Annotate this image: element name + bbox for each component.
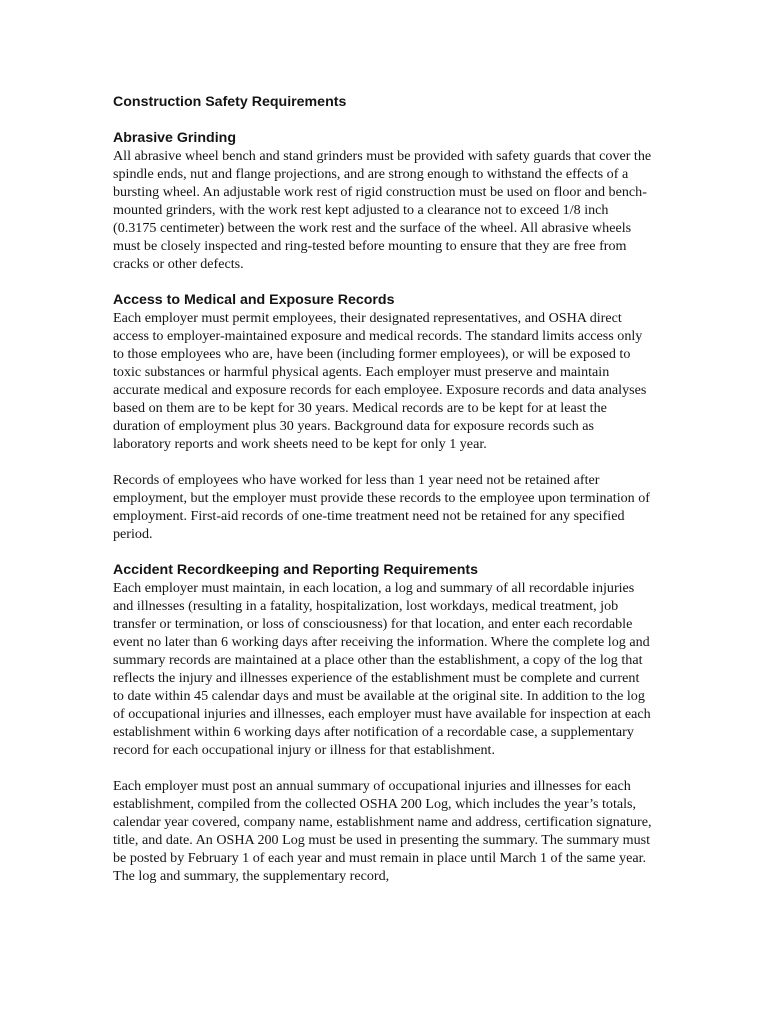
section-paragraph: Records of employees who have worked for less than 1 year need not be retained after employment, but the employer must provide these records to the employee upon termination of employment. First-aid records of one-time treatment need not be retained for any specified period.	[113, 472, 650, 542]
section-abrasive-grinding	[113, 129, 653, 273]
document-page	[113, 93, 653, 885]
section-heading: Abrasive Grinding	[113, 130, 236, 146]
section-paragraph: All abrasive wheel bench and stand grinders must be provided with safety guards that cover the spindle ends, nut and flange projections, and are strong enough to withstand the effects of a bursting wheel. An adjustable work rest of rigid construction must be used on floor and bench-mounted grinders, with the work rest kept adjusted to a clearance not to exceed 1/8 inch (0.3175 centimeter) between the work rest and the surface of the wheel. All abrasive wheels must be closely inspected and ring-tested before mounting to ensure that they are free from cracks or other defects.	[113, 148, 652, 272]
section-paragraph: Each employer must post an annual summary of occupational injuries and illnesses for each establishment, compiled from the collected OSHA 200 Log, which includes the year’s totals, calendar year covered, company name, establishment name and address, certification signature, title, and date. An OSHA 200 Log must be used in presenting the summary. The summary must be posted by February 1 of each year and must remain in place until March 1 of the same year. The log and summary, the supplementary record,	[113, 778, 652, 884]
document-title: Construction Safety Requirements	[113, 94, 347, 110]
section-spacer	[113, 273, 653, 291]
section-heading: Accident Recordkeeping and Reporting Requirements	[113, 562, 478, 578]
section-access-medical-records	[113, 291, 653, 543]
paragraph-spacer	[113, 453, 653, 471]
section-spacer	[113, 543, 653, 561]
section-heading: Access to Medical and Exposure Records	[113, 292, 395, 308]
section-paragraph: Each employer must maintain, in each location, a log and summary of all recordable injuries and illnesses (resulting in a fatality, hospitalization, lost workdays, medical treatment, job transfer or termination, or loss of consciousness) for that location, and enter each recordable event no later than 6 working days after receiving the information. Where the complete log and summary records are maintained at a place other than the establishment, a copy of the log that reflects the injury and illnesses experience of the establishment must be complete and current to date within 45 calendar days and must be available at the original site. In addition to the log of occupational injuries and illnesses, each employer must have available for inspection at each establishment within 6 working days after notification of a recordable case, a supplementary record for each occupational injury or illness for that establishment.	[113, 580, 651, 758]
section-paragraph: Each employer must permit employees, their designated representatives, and OSHA direct access to employer-maintained exposure and medical records. The standard limits access only to those employees who are, have been (including former employees), or will be exposed to toxic substances or harmful physical agents. Each employer must preserve and maintain accurate medical and exposure records for each employee. Exposure records and data analyses based on them are to be kept for 30 years. Medical records are to be kept for at least the duration of employment plus 30 years. Background data for exposure records such as laboratory reports and work sheets need to be kept for only 1 year.	[113, 310, 647, 452]
section-accident-recordkeeping	[113, 561, 653, 885]
paragraph-spacer	[113, 759, 653, 777]
